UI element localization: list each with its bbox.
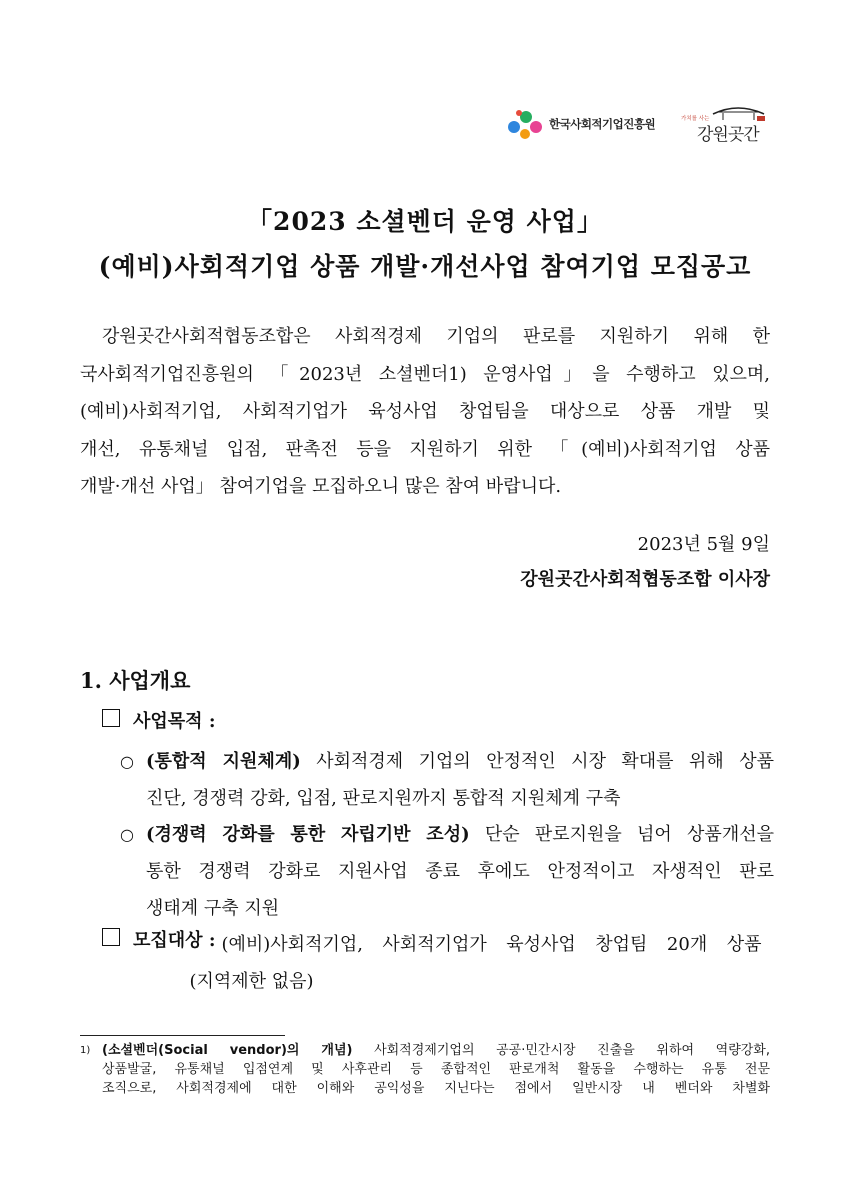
- footnote-title: (소셜벤더(Social vendor)의 개념): [102, 1043, 353, 1058]
- intro-paragraph: [80, 318, 770, 506]
- intro-line: (예비)사회적기업, 사회적기업가 육성사업 창업팀을 대상으로 상품 개발 및: [80, 401, 770, 422]
- section-heading: 1. 사업개요: [80, 668, 191, 693]
- footnote-line: [102, 1041, 770, 1060]
- bullet-text: 단순 판로지원을 넘어 상품개선을: [484, 824, 774, 845]
- purpose-label: 사업목적 :: [133, 711, 216, 732]
- bullet-text: 사회적경제 기업의 안정적인 시장 확대를 위해 상품: [316, 751, 775, 772]
- kosea-emblem-icon: [505, 106, 545, 142]
- title-line-1: 「2023 소셜벤더 운영 사업」: [247, 207, 603, 236]
- bullet-item: [120, 743, 774, 817]
- target-label: 모집대상 :: [133, 930, 216, 951]
- signer: 강원곳간사회적협동조합 이사장: [520, 569, 770, 590]
- bullet-line: 생태계 구축 지원: [146, 898, 280, 919]
- brand-name: 강원곳간: [697, 125, 759, 145]
- bullet-title: (통합적 지원체계): [146, 751, 301, 772]
- footnote-divider: [80, 1035, 285, 1036]
- bullet-title: (경쟁력 강화를 통한 자립기반 조성): [146, 824, 470, 845]
- title-line-2: (예비)사회적기업 상품 개발·개선사업 참여기업 모집공고: [98, 252, 752, 281]
- announcement-date: 2023년 5월 9일: [637, 534, 770, 555]
- gangwon-gotgan-logo: [681, 100, 771, 148]
- footnote-line: 상품발굴, 유통채널 입점연계 및 사후관리 등 종합적인 판로개척 활동을 수행하는 유통 전문: [102, 1062, 771, 1077]
- intro-line: 개발·개선 사업」 참여기업을 모집하오니 많은 참여 바랍니다.: [80, 476, 562, 497]
- purpose-item: [102, 707, 215, 733]
- bullet-line: [146, 743, 774, 780]
- circle-bullet-icon: ○: [120, 825, 134, 844]
- circle-bullet-icon: ○: [120, 752, 134, 771]
- bullet-line: 진단, 경쟁력 강화, 입점, 판로지원까지 통합적 지원체계 구축: [146, 788, 621, 809]
- target-line: (예비)사회적기업, 사회적기업가 육성사업 창업팀 20개 상품: [221, 934, 762, 955]
- footnote-text: 사회적경제기업의 공공·민간시장 진출을 위하여 역량강화,: [374, 1043, 770, 1058]
- footnote-number: 1): [80, 1045, 91, 1056]
- header-logos: [505, 100, 770, 148]
- intro-line: 강원곳간사회적협동조합은 사회적경제 기업의 판로를 지원하기 위해 한: [102, 326, 770, 347]
- bullet-item: [120, 816, 774, 927]
- target-line: (지역제한 없음): [189, 971, 314, 992]
- intro-line: 개선, 유통채널 입점, 판촉전 등을 지원하기 위한 「(예비)사회적기업 상품: [80, 438, 770, 460]
- kosea-logo: [505, 106, 655, 142]
- slogan: 가치를 사는: [681, 116, 710, 122]
- checkbox-square-icon: [102, 928, 120, 946]
- checkbox-square-icon: [102, 709, 120, 727]
- footnote: [80, 1041, 770, 1098]
- roof-icon: [711, 100, 766, 122]
- target-item: [102, 926, 761, 1000]
- bullet-line: 통한 경쟁력 강화로 지원사업 종료 후에도 안정적이고 자생적인 판로: [146, 861, 774, 882]
- kosea-name: 한국사회적기업진흥원: [549, 117, 656, 131]
- intro-line: 국사회적기업진흥원의 「2023년 소셜벤더1) 운영사업」을 수행하고 있으며,: [80, 363, 770, 385]
- bullet-line: [146, 816, 774, 853]
- footnote-line: 조직으로, 사회적경제에 대한 이해와 공익성을 지닌다는 점에서 일반시장 내 벤더와 차별화: [102, 1081, 770, 1096]
